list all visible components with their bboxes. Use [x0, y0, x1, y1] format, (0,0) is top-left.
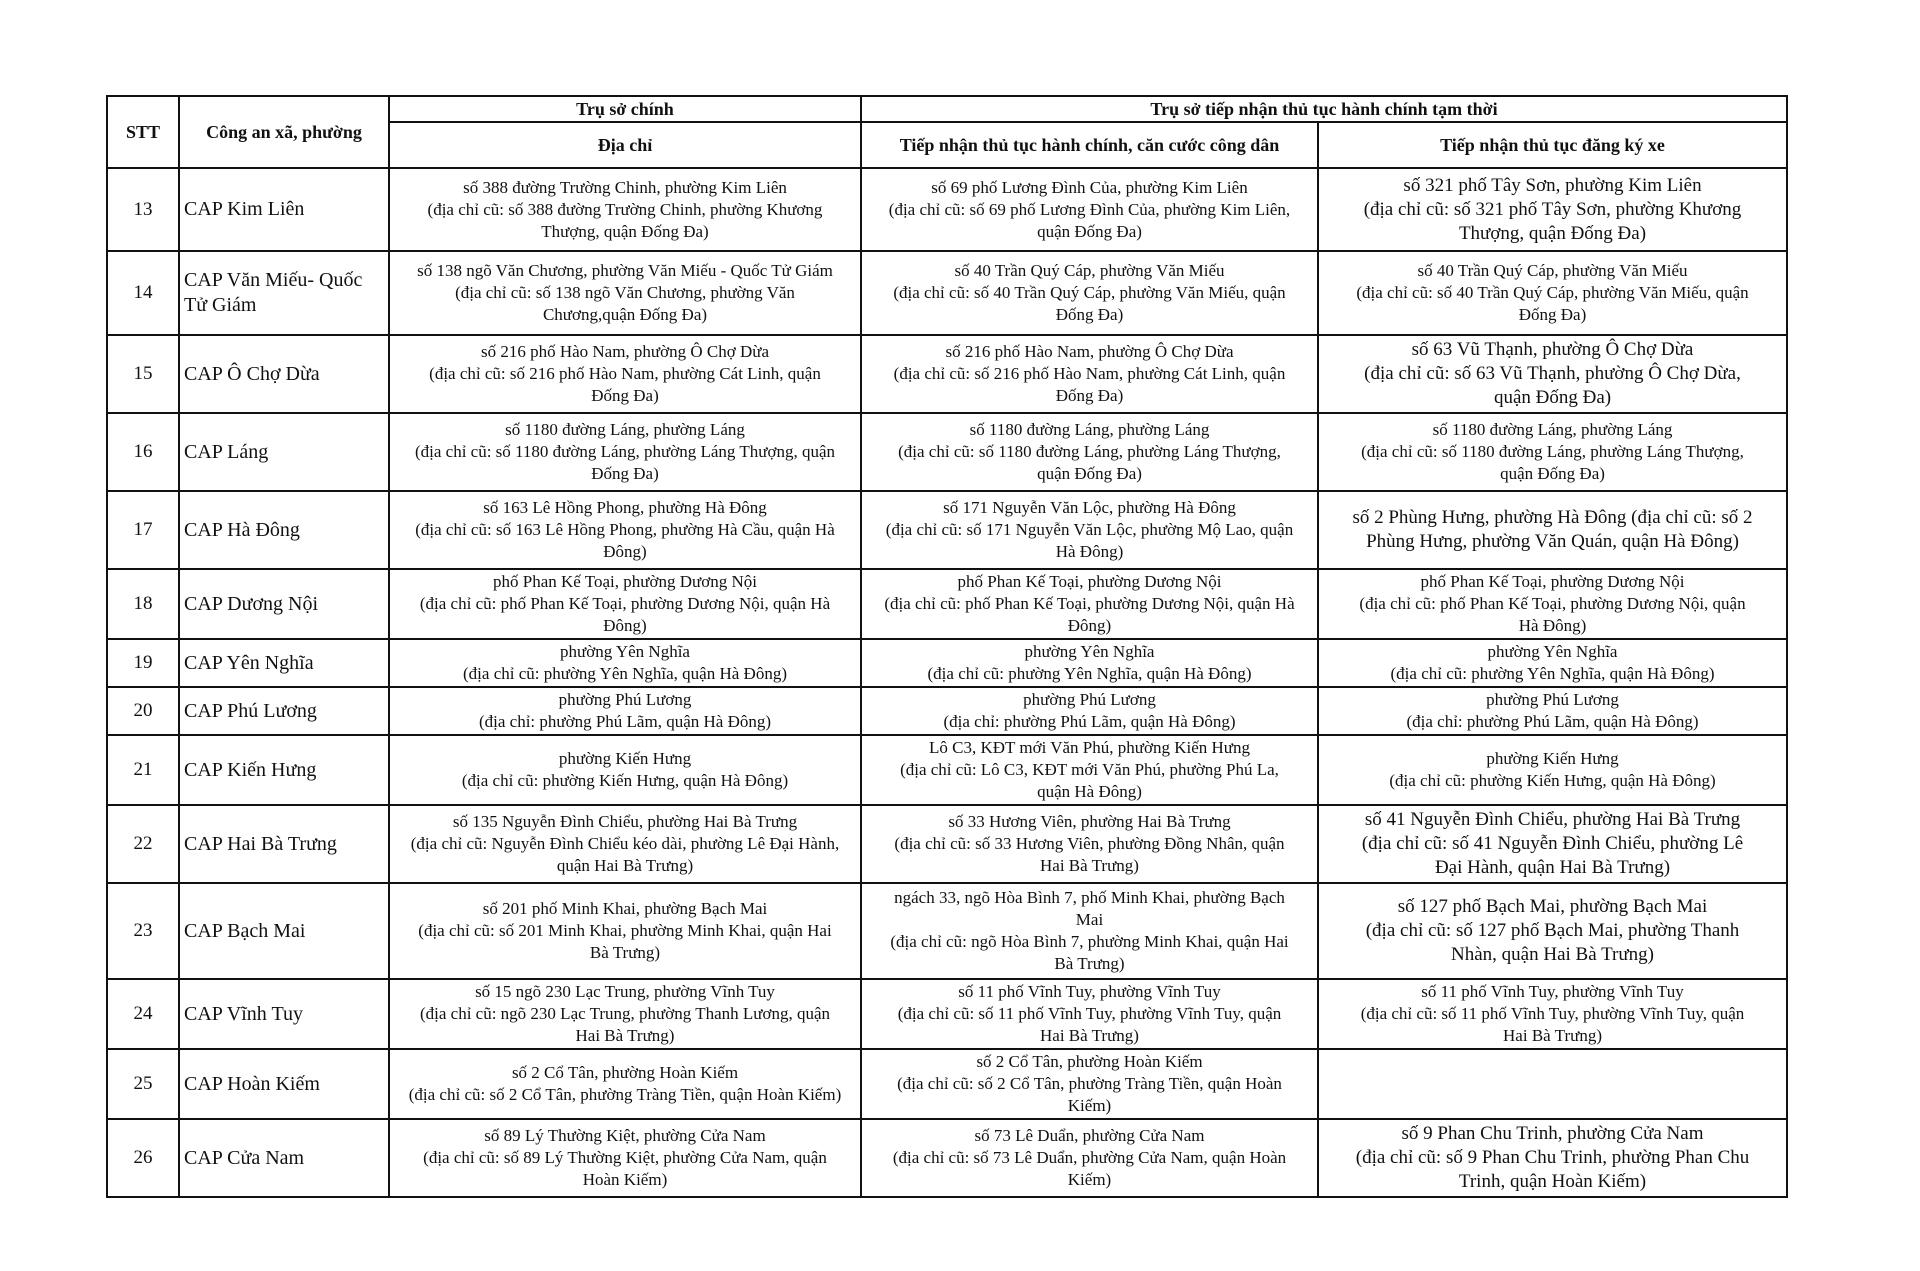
address-line: số 40 Trần Quý Cáp, phường Văn Miếu	[1417, 261, 1688, 280]
address-line: (địa chỉ cũ: số 69 phố Lương Đình Của, phường Kim Liên,	[888, 199, 1291, 219]
vehicle-registration-address-cell	[1318, 883, 1787, 979]
address-line: Hai Bà Trưng)	[1503, 1026, 1602, 1045]
unit-name-cell: CAP Cửa Nam	[179, 1119, 389, 1197]
address-line: (địa chỉ cũ: phường Yên Nghĩa, quận Hà Đông)	[1390, 664, 1715, 683]
main-office-address-cell	[389, 569, 861, 639]
address-line: quận Đống Đa)	[1037, 464, 1142, 483]
vehicle-registration-address-cell	[1318, 979, 1787, 1049]
address-line: (địa chỉ cũ: phố Phan Kế Toại, phường Dương Nội, quận	[1359, 594, 1746, 613]
unit-name-cell: CAP Vĩnh Tuy	[179, 979, 389, 1049]
address-line: (địa chỉ cũ: số 1180 đường Láng, phường Láng Thượng,	[1361, 442, 1744, 461]
unit-name-cell: CAP Kiến Hưng	[179, 735, 389, 805]
address-line: Đống Đa)	[1055, 386, 1124, 405]
address-line: phường Phú Lương	[558, 690, 692, 709]
stt-cell: 22	[107, 805, 179, 883]
admin-procedure-address-cell	[861, 491, 1318, 569]
admin-procedure-address-cell	[861, 639, 1318, 687]
table-row	[107, 883, 1787, 979]
address-line: số 321 phố Tây Sơn, phường Kim Liên	[1403, 174, 1702, 196]
address-line: Lô C3, KĐT mới Văn Phú, phường Kiến Hưng	[929, 738, 1250, 757]
stt-cell: 24	[107, 979, 179, 1049]
address-line: phường Yên Nghĩa	[1024, 642, 1155, 661]
unit-name-cell: CAP Bạch Mai	[179, 883, 389, 979]
address-line: (địa chỉ cũ: số 40 Trần Quý Cáp, phường Văn Miếu, quận	[893, 283, 1286, 302]
address-line: Đống Đa)	[591, 464, 659, 483]
address-line: (địa chỉ cũ: Lô C3, KĐT mới Văn Phú, phường Phú La,	[900, 760, 1279, 779]
header-temp-office: Trụ sở tiếp nhận thủ tục hành chính tạm thời	[861, 96, 1787, 122]
admin-procedure-address-cell	[861, 335, 1318, 413]
unit-name-cell: CAP Yên Nghĩa	[179, 639, 389, 687]
table-row	[107, 413, 1787, 491]
address-line: phố Phan Kế Toại, phường Dương Nội	[957, 572, 1222, 591]
address-line: Trinh, quận Hoàn Kiếm)	[1458, 1171, 1647, 1192]
vehicle-registration-address-cell	[1318, 687, 1787, 735]
stt-cell: 13	[107, 168, 179, 251]
main-office-address-cell	[389, 639, 861, 687]
address-line: số 33 Hương Viên, phường Hai Bà Trưng	[948, 812, 1231, 831]
address-line: ngách 33, ngõ Hòa Bình 7, phố Minh Khai, phường Bạch	[894, 888, 1285, 907]
address-line: quận Hà Đông)	[1037, 782, 1142, 801]
address-line: (địa chỉ: phường Phú Lãm, quận Hà Đông)	[478, 712, 772, 731]
vehicle-registration-address-cell	[1318, 251, 1787, 335]
admin-procedure-address-cell	[861, 413, 1318, 491]
address-line: (địa chỉ cũ: phường Yên Nghĩa, quận Hà Đông)	[927, 664, 1252, 683]
main-office-address-cell	[389, 251, 861, 335]
main-office-address-cell	[389, 687, 861, 735]
address-line: (địa chỉ cũ: phố Phan Kế Toại, phường Dương Nội, quận Hà	[419, 594, 831, 613]
vehicle-registration-address-cell	[1318, 491, 1787, 569]
address-line: (địa chỉ: phường Phú Lãm, quận Hà Đông)	[943, 712, 1236, 731]
address-line: (địa chỉ cũ: phường Kiến Hưng, quận Hà Đông)	[1389, 771, 1716, 790]
table-body	[107, 168, 1787, 1197]
address-line: phường Phú Lương	[1023, 690, 1156, 709]
stt-cell: 15	[107, 335, 179, 413]
admin-procedure-address-cell	[861, 687, 1318, 735]
table-row	[107, 1049, 1787, 1119]
address-line: số 41 Nguyễn Đình Chiểu, phường Hai Bà Trưng	[1364, 809, 1741, 830]
admin-procedure-address-cell	[861, 735, 1318, 805]
admin-procedure-address-cell	[861, 883, 1318, 979]
address-line: Đông)	[603, 616, 647, 635]
address-line: (địa chỉ cũ: số 1180 đường Láng, phường Láng Thượng, quận	[414, 442, 836, 461]
address-line: Kiếm)	[1067, 1096, 1112, 1115]
vehicle-registration-address-cell	[1318, 735, 1787, 805]
address-line: (địa chỉ cũ: số 201 Minh Khai, phường Minh Khai, quận Hai	[418, 921, 832, 940]
address-line: (địa chỉ cũ: số 138 ngõ Văn Chương, phường Văn	[455, 283, 795, 302]
address-line: (địa chỉ cũ: số 216 phố Hào Nam, phường Cát Linh, quận	[429, 364, 821, 383]
address-line: số 201 phố Minh Khai, phường Bạch Mai	[482, 899, 768, 918]
address-line: (địa chỉ cũ: số 1180 đường Láng, phường Láng Thượng,	[898, 442, 1281, 461]
table-row	[107, 168, 1787, 251]
address-line: phố Phan Kế Toại, phường Dương Nội	[1420, 572, 1685, 591]
unit-name-cell: CAP Hoàn Kiếm	[179, 1049, 389, 1119]
address-line: Bà Trưng)	[1054, 954, 1125, 973]
stt-cell: 19	[107, 639, 179, 687]
address-line: số 127 phố Bạch Mai, phường Bạch Mai	[1397, 896, 1708, 917]
address-line: số 1180 đường Láng, phường Láng	[969, 420, 1210, 439]
main-office-address-cell	[389, 491, 861, 569]
address-line: phường Phú Lương	[1486, 690, 1619, 709]
unit-name-cell: CAP Hà Đông	[179, 491, 389, 569]
table-row	[107, 491, 1787, 569]
address-line: Hà Đông)	[1518, 616, 1587, 635]
document-page	[106, 95, 1786, 1198]
table-row	[107, 805, 1787, 883]
stt-cell: 17	[107, 491, 179, 569]
main-office-address-cell	[389, 883, 861, 979]
unit-name-cell: CAP Kim Liên	[179, 168, 389, 251]
admin-procedure-address-cell	[861, 569, 1318, 639]
address-line: quận Đống Đa)	[1037, 221, 1142, 241]
address-line: (địa chỉ cũ: phố Phan Kế Toại, phường Dương Nội, quận Hà	[884, 594, 1295, 613]
table-row	[107, 251, 1787, 335]
address-line: số 63 Vũ Thạnh, phường Ô Chợ Dừa	[1411, 339, 1694, 360]
stt-cell: 14	[107, 251, 179, 335]
address-line: số 15 ngõ 230 Lạc Trung, phường Vĩnh Tuy	[475, 982, 775, 1001]
main-office-address-cell	[389, 805, 861, 883]
address-line: số 216 phố Hào Nam, phường Ô Chợ Dừa	[945, 342, 1234, 361]
address-line: Hai Bà Trưng)	[1040, 1026, 1139, 1045]
address-line: Đống Đa)	[591, 386, 659, 405]
stt-cell: 26	[107, 1119, 179, 1197]
address-line: Thượng, quận Đống Đa)	[541, 221, 709, 241]
table-row	[107, 639, 1787, 687]
address-line: (địa chỉ cũ: số 73 Lê Duẩn, phường Cửa Nam, quận Hoàn	[892, 1148, 1287, 1167]
main-office-address-cell	[389, 979, 861, 1049]
vehicle-registration-address-cell	[1318, 335, 1787, 413]
address-line: số 1180 đường Láng, phường Láng	[1432, 420, 1673, 439]
address-line: Đông)	[603, 542, 647, 561]
address-line: Đống Đa)	[1055, 305, 1124, 324]
address-line: Hoàn Kiếm)	[582, 1170, 668, 1189]
vehicle-registration-address-cell	[1318, 569, 1787, 639]
table-row	[107, 1119, 1787, 1197]
address-line: (địa chỉ cũ: số 127 phố Bạch Mai, phường Thanh	[1365, 920, 1740, 941]
police-offices-table	[106, 95, 1788, 1198]
address-line: (địa chỉ cũ: ngõ 230 Lạc Trung, phường Thanh Lương, quận	[419, 1004, 831, 1023]
header-vehicle: Tiếp nhận thủ tục đăng ký xe	[1318, 122, 1787, 168]
address-line: (địa chỉ cũ: ngõ Hòa Bình 7, phường Minh Khai, quận Hai	[890, 932, 1289, 951]
address-line: (địa chỉ cũ: số 89 Lý Thường Kiệt, phường Cửa Nam, quận	[423, 1148, 827, 1167]
stt-cell: 23	[107, 883, 179, 979]
main-office-address-cell	[389, 735, 861, 805]
address-line: phường Yên Nghĩa	[560, 642, 690, 661]
address-line: quận Hai Bà Trưng)	[556, 856, 694, 875]
address-line: (địa chỉ cũ: số 163 Lê Hồng Phong, phường Hà Cầu, quận Hà	[415, 520, 835, 539]
address-line: phường Kiến Hưng	[558, 749, 692, 768]
vehicle-registration-address-cell	[1318, 1049, 1787, 1119]
address-line: số 171 Nguyễn Văn Lộc, phường Hà Đông	[943, 498, 1236, 517]
address-line: số 1180 đường Láng, phường Láng	[505, 420, 745, 439]
address-line: quận Đống Đa)	[1493, 387, 1612, 408]
address-line: số 11 phố Vĩnh Tuy, phường Vĩnh Tuy	[958, 982, 1221, 1001]
address-line: (địa chỉ cũ: số 321 phố Tây Sơn, phường Khương	[1363, 198, 1742, 220]
address-line: Bà Trưng)	[589, 943, 661, 962]
header-unit: Công an xã, phường	[179, 96, 389, 168]
table-row	[107, 569, 1787, 639]
address-line: số 69 phố Lương Đình Của, phường Kim Liên	[931, 177, 1248, 197]
address-line: số 138 ngõ Văn Chương, phường Văn Miếu - Quốc Tử Giám	[417, 261, 833, 280]
main-office-address-cell	[389, 1119, 861, 1197]
address-line: Thượng, quận Đống Đa)	[1458, 222, 1647, 244]
address-line: (địa chỉ cũ: phường Kiến Hưng, quận Hà Đông)	[461, 771, 789, 790]
stt-cell: 20	[107, 687, 179, 735]
address-line: (địa chỉ cũ: số 216 phố Hào Nam, phường Cát Linh, quận	[893, 364, 1286, 383]
vehicle-registration-address-cell	[1318, 168, 1787, 251]
address-line: Kiếm)	[1067, 1170, 1112, 1189]
unit-name-cell: CAP Dương Nội	[179, 569, 389, 639]
main-office-address-cell	[389, 168, 861, 251]
address-line: (địa chỉ cũ: số 41 Nguyễn Đình Chiểu, phường Lê	[1361, 833, 1744, 854]
table-row	[107, 335, 1787, 413]
address-line: (địa chỉ cũ: số 388 đường Trường Chinh, phường Khương	[427, 199, 823, 219]
address-line: số 135 Nguyễn Đình Chiểu, phường Hai Bà Trưng	[452, 812, 798, 831]
table-row	[107, 979, 1787, 1049]
admin-procedure-address-cell	[861, 979, 1318, 1049]
admin-procedure-address-cell	[861, 1119, 1318, 1197]
address-line: (địa chỉ cũ: số 171 Nguyễn Văn Lộc, phường Mộ Lao, quận	[885, 520, 1294, 539]
address-line: (địa chỉ cũ: số 11 phố Vĩnh Tuy, phường Vĩnh Tuy, quận	[1360, 1004, 1745, 1023]
address-line: số 163 Lê Hồng Phong, phường Hà Đông	[483, 498, 767, 517]
main-office-address-cell	[389, 1049, 861, 1119]
stt-cell: 21	[107, 735, 179, 805]
address-line: (địa chỉ cũ: số 9 Phan Chu Trinh, phường Phan Chu	[1355, 1147, 1750, 1168]
address-line: (địa chỉ cũ: số 40 Trần Quý Cáp, phường Văn Miếu, quận	[1356, 283, 1749, 302]
vehicle-registration-address-cell	[1318, 1119, 1787, 1197]
address-line: phường Yên Nghĩa	[1487, 642, 1618, 661]
address-line: số 73 Lê Duẩn, phường Cửa Nam	[974, 1126, 1205, 1145]
address-line: số 388 đường Trường Chinh, phường Kim Liên	[463, 177, 787, 197]
address-line: số 9 Phan Chu Trinh, phường Cửa Nam	[1401, 1123, 1704, 1144]
address-line: số 40 Trần Quý Cáp, phường Văn Miếu	[954, 261, 1225, 280]
unit-name-cell: CAP Láng	[179, 413, 389, 491]
address-line: quận Đống Đa)	[1500, 464, 1605, 483]
address-line: số 2 Cổ Tân, phường Hoàn Kiếm	[511, 1063, 739, 1082]
main-office-address-cell	[389, 335, 861, 413]
unit-name-cell: CAP Phú Lương	[179, 687, 389, 735]
address-line: phố Phan Kế Toại, phường Dương Nội	[493, 572, 757, 591]
address-line: (địa chỉ cũ: số 2 Cổ Tân, phường Tràng Tiền, quận Hoàn	[897, 1074, 1282, 1093]
address-line: Đông)	[1067, 616, 1112, 635]
address-line: Hà Đông)	[1055, 542, 1124, 561]
address-line: Nhàn, quận Hai Bà Trưng)	[1451, 944, 1654, 965]
address-line: Hai Bà Trưng)	[1040, 856, 1139, 875]
address-line: Chương,quận Đống Đa)	[542, 305, 708, 324]
vehicle-registration-address-cell	[1318, 639, 1787, 687]
admin-procedure-address-cell	[861, 251, 1318, 335]
address-line: số 2 Cổ Tân, phường Hoàn Kiếm	[976, 1052, 1203, 1071]
table-row	[107, 687, 1787, 735]
header-stt: STT	[107, 96, 179, 168]
address-line: số 216 phố Hào Nam, phường Ô Chợ Dừa	[480, 342, 770, 361]
vehicle-registration-address-cell	[1318, 805, 1787, 883]
address-line: Đại Hành, quận Hai Bà Trưng)	[1434, 857, 1671, 878]
main-office-address-cell	[389, 413, 861, 491]
address-line: (địa chỉ cũ: số 33 Hương Viên, phường Đồng Nhân, quận	[894, 834, 1285, 853]
header-row-top	[107, 96, 1787, 122]
address-line: số 2 Phùng Hưng, phường Hà Đông (địa chỉ cũ: số 2	[1352, 507, 1753, 528]
address-line: Phùng Hưng, phường Văn Quán, quận Hà Đông)	[1366, 531, 1739, 552]
address-line: số 89 Lý Thường Kiệt, phường Cửa Nam	[484, 1126, 766, 1145]
address-line: số 11 phố Vĩnh Tuy, phường Vĩnh Tuy	[1421, 982, 1684, 1001]
unit-name-cell: CAP Văn Miếu- Quốc Tử Giám	[179, 251, 389, 335]
address-line: (địa chỉ cũ: số 2 Cổ Tân, phường Tràng Tiền, quận Hoàn Kiếm)	[408, 1085, 842, 1104]
address-line: Hai Bà Trưng)	[575, 1026, 675, 1045]
stt-cell: 25	[107, 1049, 179, 1119]
table-row	[107, 735, 1787, 805]
header-admin-id: Tiếp nhận thủ tục hành chính, căn cước công dân	[861, 122, 1318, 168]
address-line: (địa chỉ cũ: phường Yên Nghĩa, quận Hà Đông)	[463, 664, 787, 683]
vehicle-registration-address-cell	[1318, 413, 1787, 491]
unit-name-cell: CAP Ô Chợ Dừa	[179, 335, 389, 413]
admin-procedure-address-cell	[861, 168, 1318, 251]
address-line: (địa chỉ cũ: Nguyễn Đình Chiểu kéo dài, phường Lê Đại Hành,	[410, 834, 840, 853]
header-address: Địa chỉ	[389, 122, 861, 168]
header-main-office: Trụ sở chính	[389, 96, 861, 122]
address-line: phường Kiến Hưng	[1486, 749, 1619, 768]
address-line: Đống Đa)	[1518, 305, 1587, 324]
stt-cell: 18	[107, 569, 179, 639]
address-line: Mai	[1075, 910, 1104, 929]
address-line: (địa chỉ cũ: số 63 Vũ Thạnh, phường Ô Chợ Dừa,	[1364, 363, 1741, 384]
address-line: (địa chỉ cũ: số 11 phố Vĩnh Tuy, phường Vĩnh Tuy, quận	[897, 1004, 1282, 1023]
unit-name-cell: CAP Hai Bà Trưng	[179, 805, 389, 883]
admin-procedure-address-cell	[861, 1049, 1318, 1119]
admin-procedure-address-cell	[861, 805, 1318, 883]
address-line: (địa chỉ: phường Phú Lãm, quận Hà Đông)	[1406, 712, 1699, 731]
stt-cell: 16	[107, 413, 179, 491]
